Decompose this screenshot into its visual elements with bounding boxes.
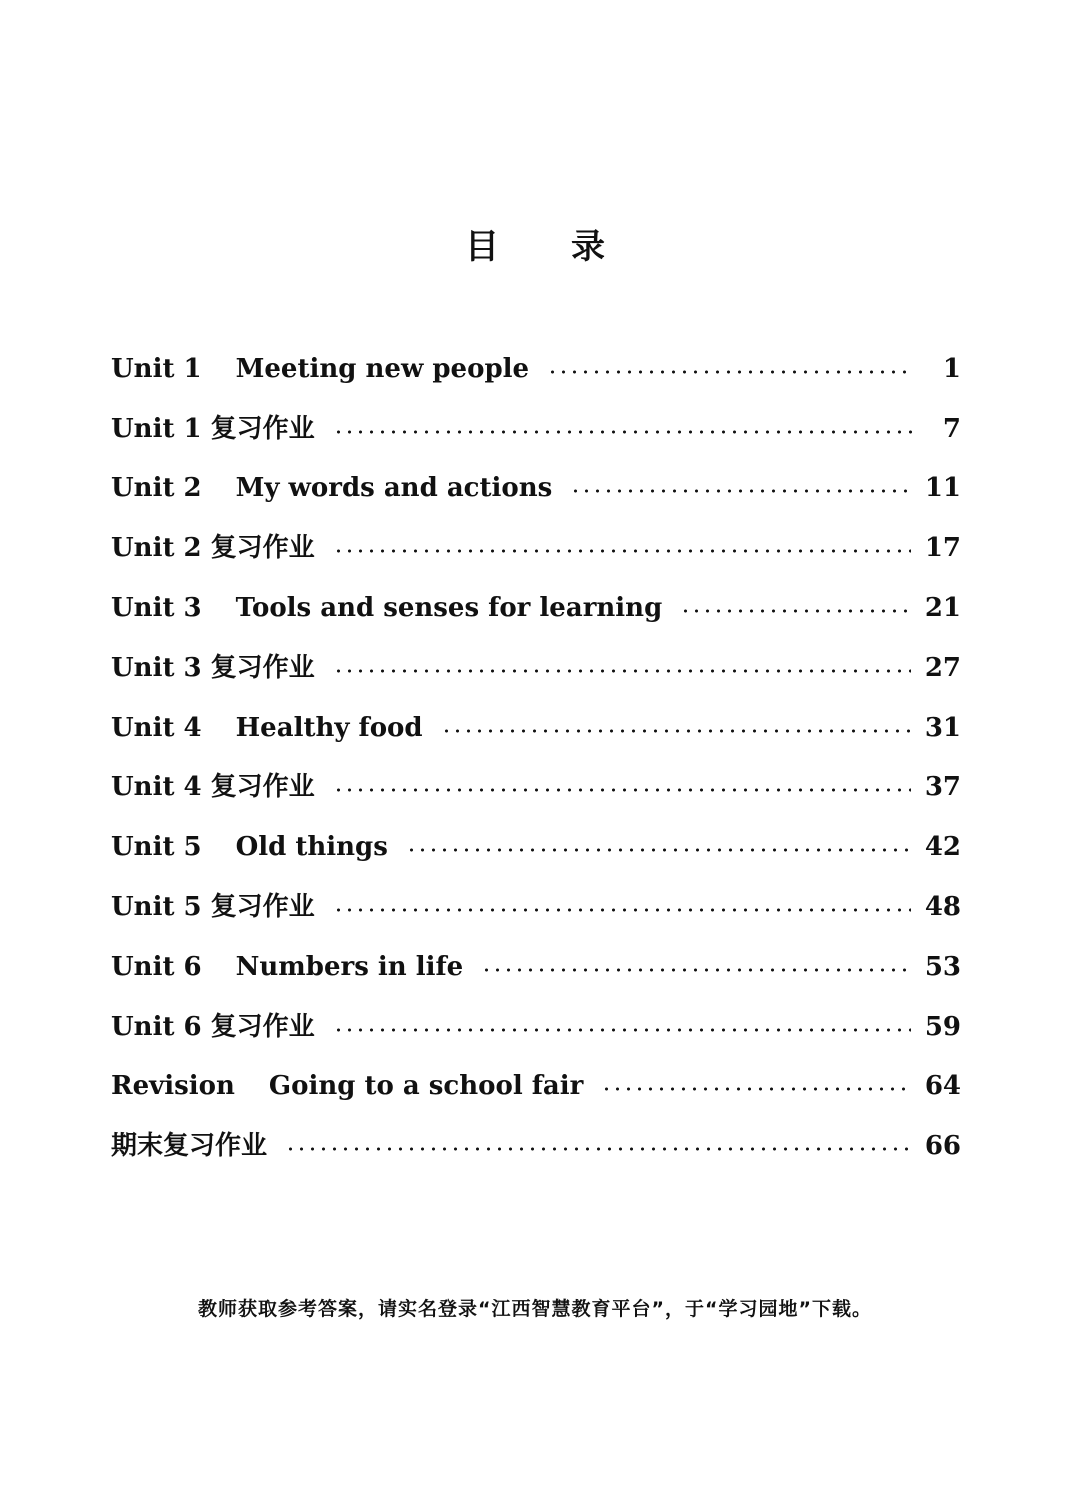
toc-entry-page-number: 7: [942, 413, 961, 444]
toc-entry-revision: [111, 1057, 961, 1117]
toc-entry-unit-label: 期末复习作业: [111, 1131, 268, 1162]
page-title: 目录: [465, 227, 677, 267]
toc-dot-leader: [441, 715, 911, 741]
toc-dot-leader: [680, 595, 911, 621]
toc-entry-title: Meeting new people: [235, 353, 530, 384]
toc-entry-unit-label: Unit 3: [111, 593, 202, 624]
toc-entry-page-number: 27: [924, 652, 961, 683]
toc-entry-unit-label: Unit 4 复习作业: [111, 772, 315, 803]
toc-entry-unit-1-review: [111, 399, 961, 459]
toc-entry-unit-label: Unit 5: [111, 832, 202, 863]
toc-entry-unit-label: Unit 5 复习作业: [111, 892, 315, 923]
toc-dot-leader: [333, 1014, 911, 1040]
toc-dot-leader: [333, 535, 911, 561]
toc-dot-leader: [601, 1073, 910, 1099]
toc-entry-unit-4: [111, 698, 961, 758]
toc-entry-title: My words and actions: [235, 473, 553, 504]
toc-entry-page-number: 17: [924, 533, 961, 564]
toc-entry-page-number: 48: [924, 892, 961, 923]
toc-entry-title: Old things: [235, 832, 388, 863]
toc-entry-unit-label: Unit 2 复习作业: [111, 533, 315, 564]
toc-entry-title: Going to a school fair: [268, 1071, 584, 1102]
toc-dot-leader: [333, 774, 911, 800]
toc-entry-page-number: 1: [942, 353, 961, 384]
toc-entry-page-number: 64: [924, 1071, 961, 1102]
toc-entry-unit-label: Unit 6 复习作业: [111, 1011, 315, 1042]
toc-entry-unit-label: Revision: [111, 1071, 235, 1102]
toc-dot-leader: [333, 416, 913, 442]
toc-entry-page-number: 11: [924, 473, 961, 504]
toc-entry-unit-label: Unit 3 复习作业: [111, 652, 315, 683]
toc-entry-page-number: 53: [924, 951, 961, 982]
toc-entry-unit-3-review: [111, 638, 961, 698]
toc-entry-page-number: 21: [924, 593, 961, 624]
toc-dot-leader: [333, 655, 911, 681]
toc-entry-page-number: 37: [924, 772, 961, 803]
toc-entry-page-number: 42: [924, 832, 961, 863]
toc-entry-final-review: [111, 1116, 961, 1176]
toc-entry-unit-3: [111, 578, 961, 638]
toc-entry-unit-label: Unit 4: [111, 712, 202, 743]
toc-entry-page-number: 59: [924, 1011, 961, 1042]
toc-entry-unit-2: [111, 459, 961, 519]
toc-dot-leader: [333, 894, 911, 920]
toc-entry-unit-6-review: [111, 997, 961, 1057]
toc-entry-title: Numbers in life: [235, 951, 464, 982]
toc-entry-unit-2-review: [111, 518, 961, 578]
toc-entry-unit-label: Unit 1: [111, 353, 202, 384]
toc-entry-title: Tools and senses for learning: [235, 593, 663, 624]
toc-dot-leader: [570, 475, 911, 501]
toc-dot-leader: [547, 356, 913, 382]
table-of-contents: [111, 339, 961, 1176]
toc-entry-page-number: 31: [924, 712, 961, 743]
toc-entry-unit-1: [111, 339, 961, 399]
toc-entry-page-number: 66: [924, 1131, 961, 1162]
toc-entry-unit-label: Unit 2: [111, 473, 202, 504]
toc-entry-unit-5: [111, 817, 961, 877]
toc-entry-unit-label: Unit 6: [111, 951, 202, 982]
footer-note: 教师获取参考答案，请实名登录“江西智慧教育平台”，于“学习园地”下载。: [198, 1298, 872, 1320]
toc-entry-title: Healthy food: [235, 712, 423, 743]
toc-dot-leader: [285, 1133, 911, 1159]
toc-dot-leader: [406, 834, 911, 860]
toc-entry-unit-6: [111, 937, 961, 997]
toc-entry-unit-4-review: [111, 758, 961, 818]
toc-dot-leader: [481, 954, 911, 980]
toc-entry-unit-5-review: [111, 877, 961, 937]
toc-entry-unit-label: Unit 1 复习作业: [111, 413, 315, 444]
